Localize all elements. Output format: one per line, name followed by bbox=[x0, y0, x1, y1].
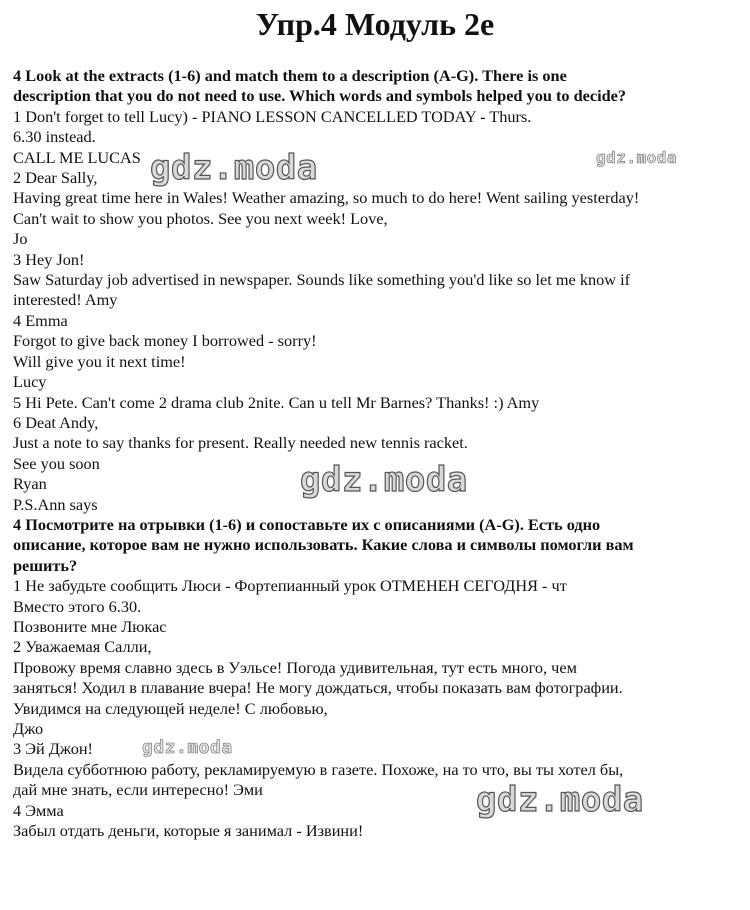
text-line: 1 Don't forget to tell Lucy) - PIANO LESSON CANCELLED TODAY - Thurs. bbox=[13, 106, 532, 126]
text-line: заняться! Ходил в плавание вчера! Не могу дождаться, чтобы показать вам фотографии. bbox=[13, 678, 623, 698]
text-line: Forgot to give back money I borrowed - sorry! bbox=[13, 331, 317, 351]
instruction-line: 4 Look at the extracts (1-6) and match them to a description (A-G). There is one bbox=[13, 66, 567, 85]
text-line: Lucy bbox=[13, 372, 47, 392]
text-line: 4 Эмма bbox=[13, 800, 64, 820]
instruction-line: решить? bbox=[13, 555, 78, 575]
instruction-line: 4 Посмотрите на отрывки (1-6) и сопоставьте их с описаниями (A-G). Есть одно bbox=[13, 514, 601, 534]
text-line: Will give you it next time! bbox=[13, 351, 186, 371]
page-title: Упр.4 Модуль 2е bbox=[255, 6, 495, 42]
text-line: Джо bbox=[13, 719, 44, 738]
text-line: Увидимся на следующей неделе! С любовью, bbox=[13, 698, 328, 718]
text-line: See you soon bbox=[13, 453, 100, 473]
watermark-logo: gdz.moda bbox=[150, 148, 318, 188]
text-line: 2 Уважаемая Салли, bbox=[13, 637, 152, 657]
text-line: 3 Hey Jon! bbox=[13, 249, 85, 269]
text-line: 1 Не забудьте сообщить Люси - Фортепианный урок ОТМЕНЕН СЕГОДНЯ - чт bbox=[13, 576, 567, 596]
watermark-logo: gdz.moda bbox=[596, 148, 678, 167]
text-line: Вместо этого 6.30. bbox=[13, 596, 142, 616]
text-line: 6 Deat Andy, bbox=[13, 412, 99, 432]
text-line: P.S.Ann says bbox=[13, 494, 98, 514]
instruction-line: description that you do not need to use. Which words and symbols helped you to decide? bbox=[13, 86, 627, 106]
text-line: Saw Saturday job advertised in newspaper. Sounds like something you'd like so let me know if bbox=[13, 270, 631, 290]
watermark-logo: gdz.moda bbox=[300, 460, 468, 500]
text-line: 3 Эй Джон! bbox=[13, 739, 93, 759]
text-line: Позвоните мне Люкас bbox=[13, 616, 167, 636]
text-line: Just a note to say thanks for present. Really needed new tennis racket. bbox=[13, 433, 468, 453]
text-line: Can't wait to show you photos. See you next week! Love, bbox=[13, 208, 388, 228]
text-line: interested! Amy bbox=[13, 290, 118, 310]
text-line: Провожу время славно здесь в Уэльсе! Погода удивительная, тут есть много, чем bbox=[13, 657, 577, 677]
document-body bbox=[13, 66, 738, 841]
text-line: Видела субботнюю работу, рекламируемую в газете. Похоже, на то что, вы ты хотел бы, bbox=[13, 759, 624, 779]
text-line: 6.30 instead. bbox=[13, 127, 96, 147]
text-line: 5 Hi Pete. Can't come 2 drama club 2nite. Can u tell Mr Barnes? Thanks! :) Amy bbox=[13, 392, 540, 412]
text-line: CALL ME LUCAS bbox=[13, 147, 141, 167]
text-line: 4 Emma bbox=[13, 310, 68, 330]
text-line: 2 Dear Sally, bbox=[13, 168, 98, 188]
watermark-logo: gdz.moda bbox=[476, 780, 644, 820]
text-line: Jo bbox=[13, 229, 28, 249]
text-line: Забыл отдать деньги, которые я занимал - Извини! bbox=[13, 821, 364, 841]
watermark-logo: gdz.moda bbox=[142, 737, 233, 758]
text-line: Having great time here in Wales! Weather amazing, so much to do here! Went sailing yesterday! bbox=[13, 188, 640, 208]
text-line: Ryan bbox=[13, 474, 47, 494]
text-line: дай мне знать, если интересно! Эми bbox=[13, 780, 263, 800]
instruction-line: описание, которое вам не нужно использовать. Какие слова и символы помогли вам bbox=[13, 535, 634, 555]
